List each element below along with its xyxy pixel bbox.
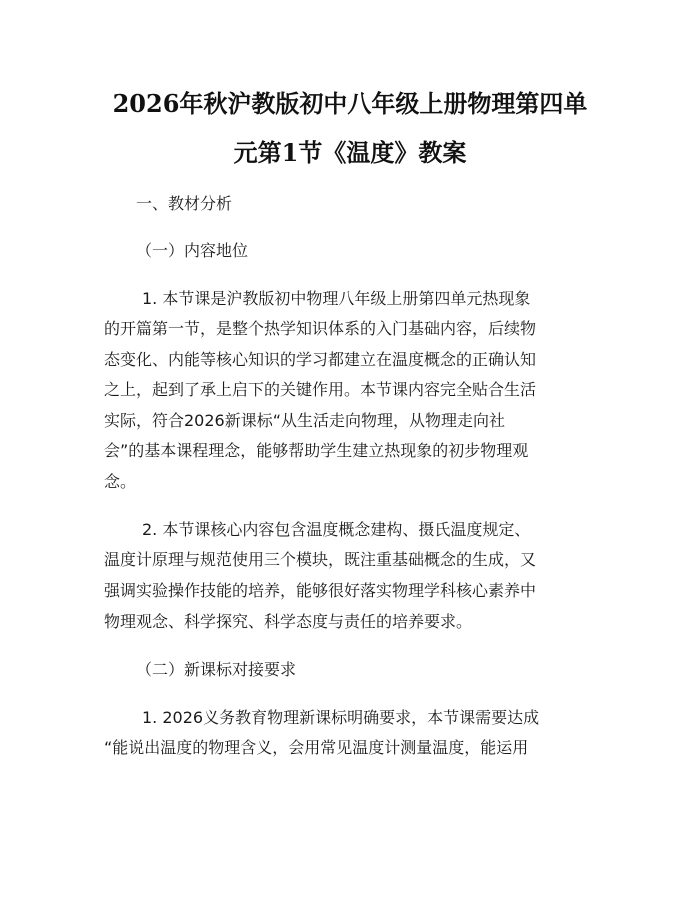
paragraph-3-line-2: “能说出温度的物理含义，会用常见温度计测量温度，能运用 (104, 738, 529, 757)
section-heading-textbook-analysis: 一、教材分析 (136, 194, 233, 213)
paragraph-2-line-2: 温度计原理与规范使用三个模块，既注重基础概念的生成，又 (104, 550, 537, 569)
paragraph-1-line-5: 实际，符合2026新课标“从生活走向物理，从物理走向社 (104, 411, 506, 430)
paragraph-1-line-3: 态变化、内能等核心知识的学习都建立在温度概念的正确认知 (104, 350, 537, 369)
document-title-line-1: 2026年秋沪教版初中八年级上册物理第四单 (112, 89, 588, 118)
subsection-heading-content-position: （一）内容地位 (136, 241, 249, 260)
paragraph-2-line-4: 物理观念、科学探究、科学态度与责任的培养要求。 (104, 612, 473, 631)
subsection-heading-curriculum-requirements: （二）新课标对接要求 (136, 660, 297, 679)
paragraph-2-line-3: 强调实验操作技能的培养，能够很好落实物理学科核心素养中 (104, 581, 537, 600)
paragraph-1-line-6: 会”的基本课程理念，能够帮助学生建立热现象的初步物理观 (104, 441, 529, 460)
paragraph-1-line-1: 1. 本节课是沪教版初中物理八年级上册第四单元热现象 (142, 289, 531, 308)
document-title-line-2: 元第1节《温度》教案 (233, 138, 467, 167)
paragraph-1-line-2: 的开篇第一节，是整个热学知识体系的入门基础内容，后续物 (104, 319, 537, 338)
paragraph-3-line-1: 1. 2026义务教育物理新课标明确要求，本节课需要达成 (142, 708, 540, 727)
paragraph-2-line-1: 2. 本节课核心内容包含温度概念建构、摄氏温度规定、 (142, 520, 531, 539)
paragraph-1-line-4: 之上，起到了承上启下的关键作用。本节课内容完全贴合生活 (104, 380, 537, 399)
paragraph-1-line-7: 念。 (104, 472, 137, 491)
